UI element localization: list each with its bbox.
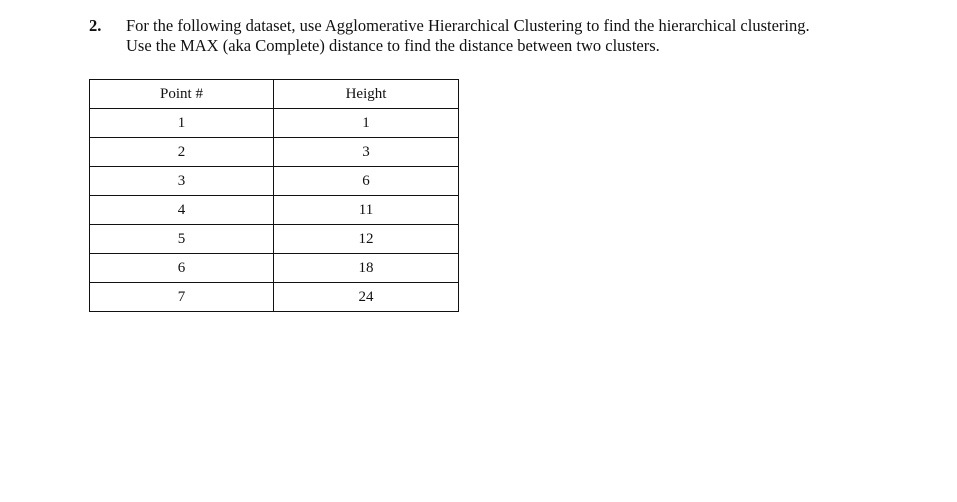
height-cell: 1 <box>274 109 459 138</box>
point-cell: 4 <box>90 196 274 225</box>
table-row <box>90 283 459 312</box>
point-cell: 2 <box>90 138 274 167</box>
header-point: Point # <box>90 80 274 109</box>
height-cell: 11 <box>274 196 459 225</box>
table-row <box>90 167 459 196</box>
table-header-row <box>90 80 459 109</box>
point-cell: 5 <box>90 225 274 254</box>
question-line-1: For the following dataset, use Agglomerative Hierarchical Clustering to find the hierarchical clustering. <box>126 16 810 35</box>
table-row <box>90 138 459 167</box>
header-height: Height <box>274 80 459 109</box>
question-number: 2. <box>89 16 102 35</box>
point-cell: 3 <box>90 167 274 196</box>
table-row <box>90 109 459 138</box>
height-cell: 18 <box>274 254 459 283</box>
height-cell: 24 <box>274 283 459 312</box>
point-cell: 6 <box>90 254 274 283</box>
table-row <box>90 254 459 283</box>
height-cell: 12 <box>274 225 459 254</box>
question-text <box>126 16 926 56</box>
point-cell: 7 <box>90 283 274 312</box>
height-cell: 6 <box>274 167 459 196</box>
height-cell: 3 <box>274 138 459 167</box>
table-row <box>90 225 459 254</box>
question-line-2: Use the MAX (aka Complete) distance to find the distance between two clusters. <box>126 36 660 55</box>
table-row <box>90 196 459 225</box>
dataset-table <box>89 79 459 312</box>
point-cell: 1 <box>90 109 274 138</box>
